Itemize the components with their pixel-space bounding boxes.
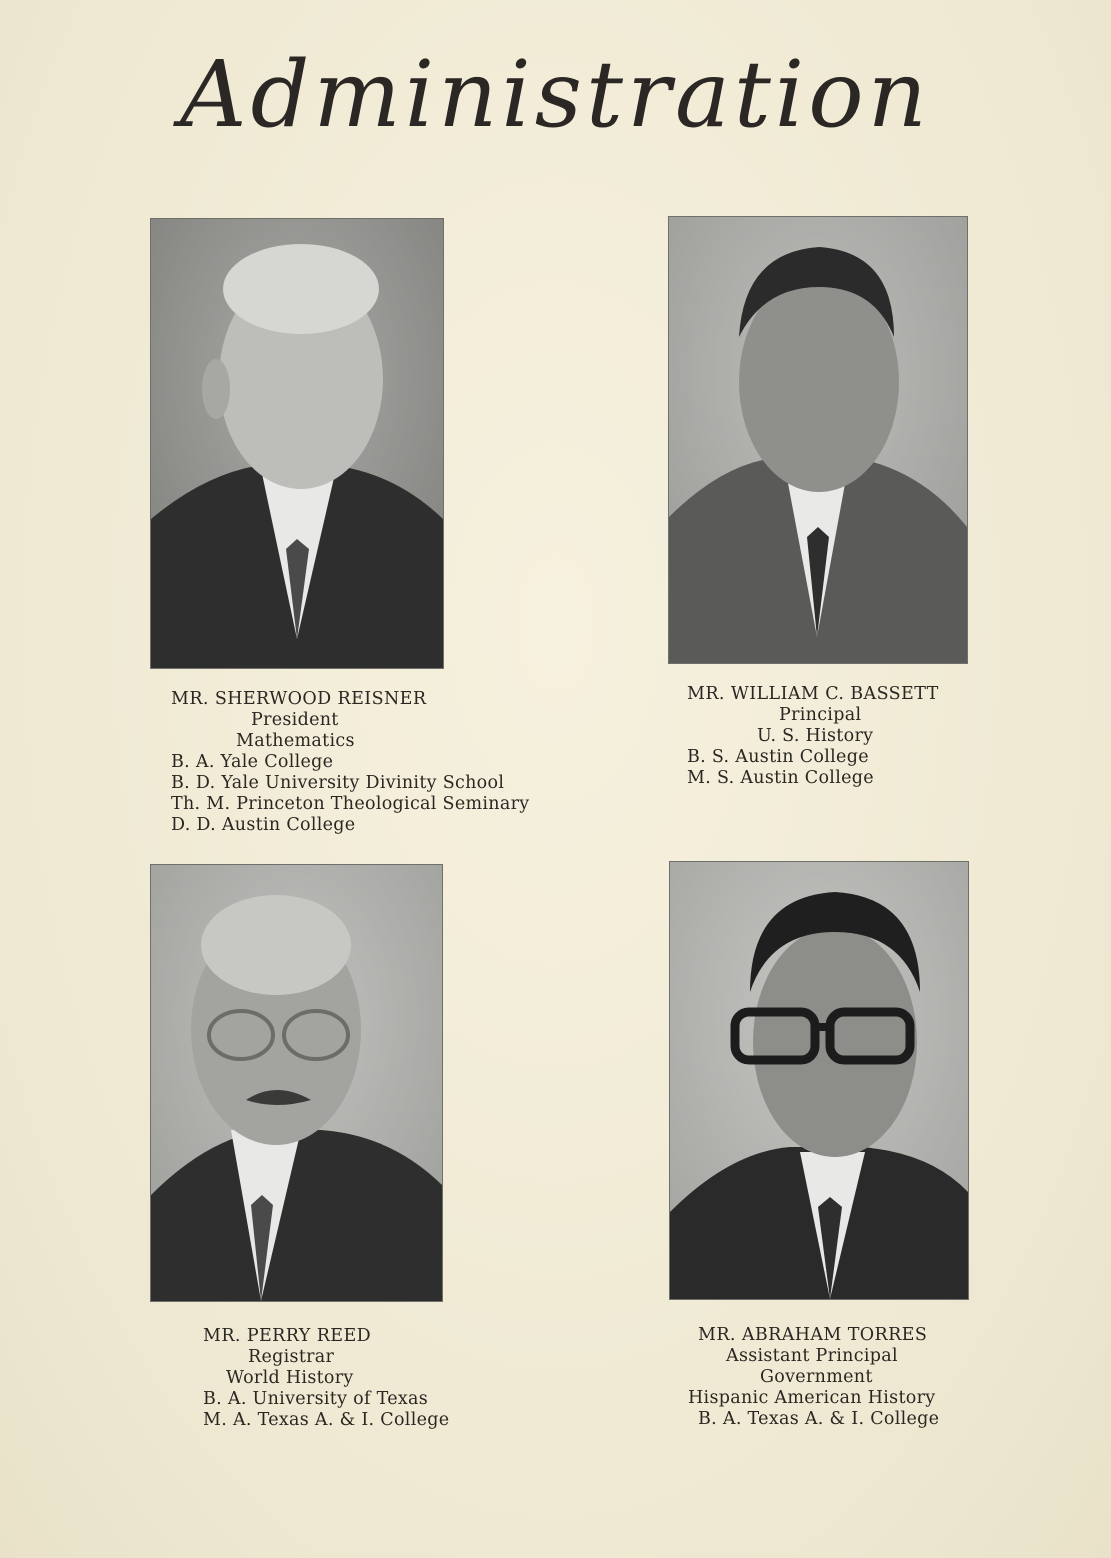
person-title: President <box>251 710 339 730</box>
portrait-photo-torres <box>670 862 968 1299</box>
person-name: MR. WILLIAM C. BASSETT <box>687 684 939 704</box>
person-degree: B. A. Texas A. & I. College <box>698 1409 940 1429</box>
portrait-photo-reisner <box>151 219 443 668</box>
caption-reisner <box>171 689 529 836</box>
person-subject: Government <box>760 1367 873 1387</box>
person-name: MR. PERRY REED <box>203 1326 372 1346</box>
person-name: MR. SHERWOOD REISNER <box>171 689 427 709</box>
person-degree: M. S. Austin College <box>687 768 874 788</box>
person-title: Assistant Principal <box>726 1346 898 1366</box>
person-degree: D. D. Austin College <box>171 815 356 835</box>
person-subject: Hispanic American History <box>688 1388 936 1408</box>
person-degree: Th. M. Princeton Theological Seminary <box>171 794 530 814</box>
person-degree: B. D. Yale University Divinity School <box>171 773 505 793</box>
person-degree: M. A. Texas A. & I. College <box>203 1410 450 1430</box>
caption-bassett <box>687 684 939 789</box>
portrait-photo-reed <box>151 865 442 1301</box>
person-title: Principal <box>779 705 862 725</box>
person-degree: B. S. Austin College <box>687 747 869 767</box>
person-degree: B. A. Yale College <box>171 752 334 772</box>
person-subject: U. S. History <box>757 726 874 746</box>
person-subject: World History <box>226 1368 354 1388</box>
person-subject: Mathematics <box>236 731 355 751</box>
caption-torres <box>688 1325 939 1430</box>
page-title: Administration <box>180 41 931 148</box>
caption-reed <box>203 1326 449 1431</box>
person-degree: B. A. University of Texas <box>203 1389 429 1409</box>
person-title: Registrar <box>248 1347 335 1367</box>
person-name: MR. ABRAHAM TORRES <box>698 1325 928 1345</box>
portrait-photo-bassett <box>669 217 967 663</box>
